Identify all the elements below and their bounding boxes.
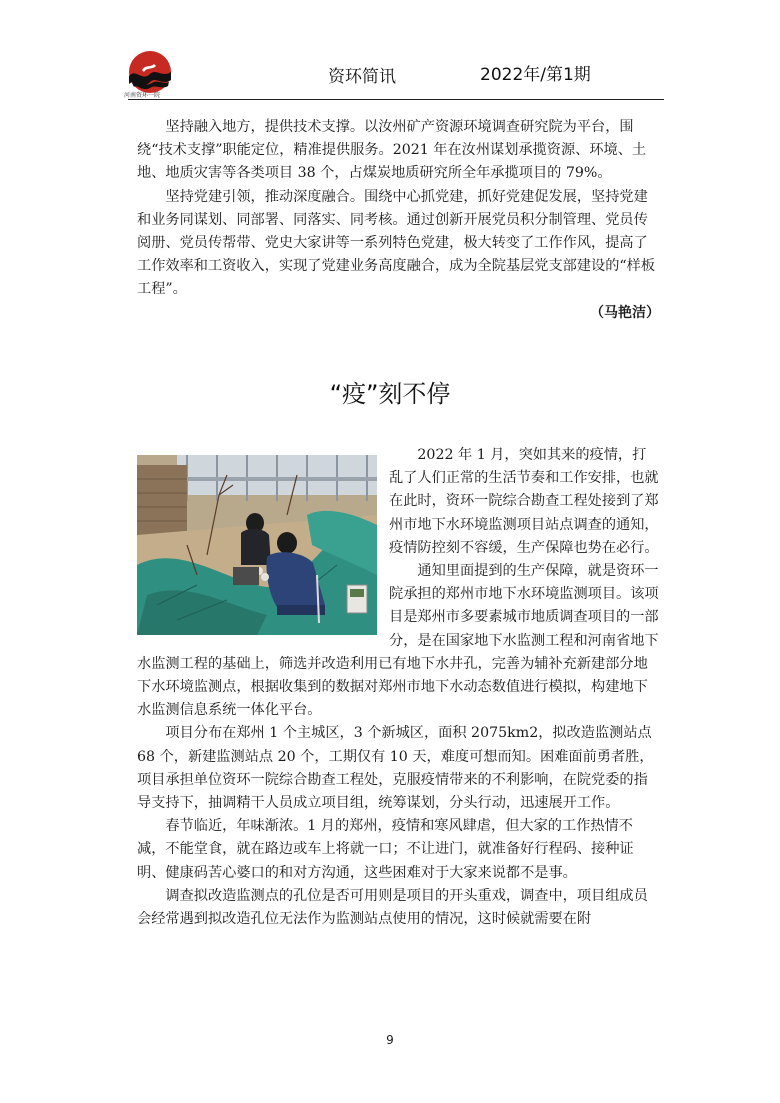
article-body: [137, 444, 659, 931]
paragraph: 坚持融入地方，提供技术支撑。以汝州矿产资源环境调查研究院为平台，围绕“技术支撑”职能定位，精准提供服务。2021 年在汝州谋划承揽资源、环境、土地、地质灾害等各类项目 38 个，占煤炭地质研究所全年承揽项目的 79%。: [137, 119, 647, 182]
previous-article-tail: [137, 116, 659, 302]
paragraph: 2022 年 1 月，突如其来的疫情，打乱了人们正常的生活节奏和工作安排，也就在此时，资环一院综合勘查工程处接到了郑州市地下水环境监测项目站点调查的通知，疫情防控刻不容缓，生产保障也势在必行。: [389, 447, 659, 556]
photo-space: [137, 444, 389, 640]
publication-title: 资环简讯: [328, 67, 396, 87]
header-divider: [128, 99, 664, 100]
article-title: “疫”刻不停: [329, 380, 451, 408]
issue-label: 2022年/第1期: [480, 65, 591, 85]
paragraph: 调查拟改造监测点的孔位是否可用则是项目的开头重戏，调查中，项目组成员会经常遇到拟改造孔位无法作为监测站点使用的情况，这时候就需要在附: [137, 887, 648, 928]
page-header: [124, 44, 664, 100]
institute-logo-icon: [128, 50, 172, 94]
paragraph: 通知里面提到的生产保障，就是资环一院承担的郑州市地下水环境监测项目。该项目是郑州市多要素城市地质调查项目的一部分，是在国家地下水监测工程和河南省地下水监测工程的基础上，筛选并改造利用已有地下水井孔，完善为辅补充新建部分地下水环境监测点，根据收集到的数据对郑州市地下水动态数值进行模拟，构建地下水监测信息系统一体化平台。: [137, 563, 659, 719]
author-credit: （马艳洁）: [590, 305, 660, 321]
paragraph: 春节临近，年味渐浓。1 月的郑州，疫情和寒风肆虐，但大家的工作热情不减，不能堂食，就在路边或车上将就一口；不让进门，就准备好行程码、接种证明、健康码苦心婆口的和对方沟通，这些困难对于大家来说都不是事。: [137, 818, 634, 881]
paragraph: 项目分布在郑州 1 个主城区，3 个新城区，面积 2075km2，拟改造监测站点 68 个，新建监测站点 20 个，工期仅有 10 天，难度可想而知。困难面前勇者胜，项目承担单位资环一院综合勘查工程处，克服疫情带来的不利影响，在院党委的指导支持下，抽调精干人员成立项目组，统筹谋划，分头行动，迅速展开工作。: [137, 725, 654, 812]
paragraph: 坚持党建引领，推动深度融合。围绕中心抓党建，抓好党建促发展，坚持党建和业务同谋划、同部署、同落实、同考核。通过创新开展党员积分制管理、党员传阅册、党员传帮带、党史大家讲等一系列特色党建，极大转变了工作作风，提高了工作效率和工资收入，实现了党建业务高度融合，成为全院基层党支部建设的“样板工程”。: [137, 188, 656, 298]
logo-caption: 河南资环一院: [124, 92, 161, 99]
page-number: 9: [386, 1033, 394, 1047]
